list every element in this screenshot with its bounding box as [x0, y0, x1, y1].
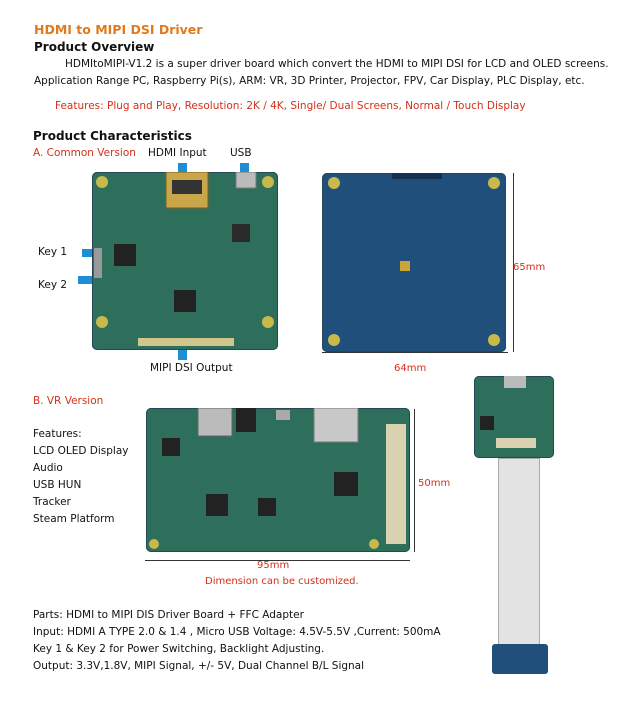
mipi-arrow-marker-icon: [178, 350, 187, 360]
spec-line: Parts: HDMI to MIPI DIS Driver Board + FFC Adapter: [33, 609, 304, 621]
mipi-output-label: MIPI DSI Output: [150, 362, 233, 374]
vr-board-illustration: [146, 408, 410, 552]
doc-title: HDMI to MIPI DSI Driver: [34, 22, 203, 37]
ffc-adapter-board-image: [474, 376, 554, 458]
dim-50-line: [414, 409, 415, 552]
overview-line2: Application Range PC, Raspberry Pi(s), ARM: VR, 3D Printer, Projector, FPV, Car Display, PLC Display, etc.: [34, 75, 585, 87]
hdmi-arrow-marker-icon: [178, 163, 187, 172]
adapter-board-illustration: [474, 376, 554, 458]
ffc-connector-image: [492, 644, 548, 674]
vr-feature-item: USB HUN: [33, 479, 82, 491]
vr-features-list: [33, 426, 128, 528]
spec-line: Input: HDMI A TYPE 2.0 & 1.4 , Micro USB Voltage: 4.5V-5.5V ,Current: 500mA: [33, 626, 441, 638]
features-line: Features: Plug and Play, Resolution: 2K / 4K, Single/ Dual Screens, Normal / Touch Display: [55, 100, 526, 112]
vr-version-label: B. VR Version: [33, 395, 104, 407]
key1-label: Key 1: [38, 246, 68, 258]
common-board-front-image: [92, 172, 278, 350]
dim-64-line: [322, 352, 508, 353]
overview-heading: Product Overview: [34, 40, 155, 54]
spec-line: Key 1 & Key 2 for Power Switching, Backlight Adjusting.: [33, 643, 325, 655]
overview-line1: HDMItoMIPI-V1.2 is a super driver board which convert the HDMI to MIPI DSI for LCD and OLED screens.: [65, 58, 609, 70]
hdmi-input-label: HDMI Input: [148, 147, 207, 159]
customize-note: Dimension can be customized.: [205, 576, 359, 587]
dim-50-label: 50mm: [418, 478, 451, 489]
board-back-illustration: [322, 173, 506, 352]
key2-label: Key 2: [38, 279, 68, 291]
characteristics-heading: Product Characteristics: [33, 129, 192, 143]
specs-list: [33, 607, 441, 675]
common-version-label: A. Common Version: [33, 147, 136, 159]
ffc-cable-image: [498, 458, 540, 646]
dim-95-label: 95mm: [257, 560, 290, 571]
common-board-back-image: [322, 173, 506, 352]
vr-feature-item: Features:: [33, 428, 82, 440]
key1-arrow-marker-icon: [82, 249, 92, 257]
vr-feature-item: Steam Platform: [33, 513, 115, 525]
key2-arrow-marker-icon: [78, 276, 92, 284]
vr-feature-item: LCD OLED Display: [33, 445, 129, 457]
spec-line: Output: 3.3V,1.8V, MIPI Signal, +/- 5V, Dual Channel B/L Signal: [33, 660, 365, 672]
dim-64-label: 64mm: [394, 363, 427, 374]
dim-65-label: 65mm: [513, 262, 546, 273]
usb-arrow-marker-icon: [240, 163, 249, 172]
vr-feature-item: Audio: [33, 462, 63, 474]
vr-board-image: [146, 408, 410, 552]
vr-feature-item: Tracker: [33, 496, 71, 508]
usb-label: USB: [230, 147, 252, 159]
board-front-illustration: [92, 172, 278, 350]
